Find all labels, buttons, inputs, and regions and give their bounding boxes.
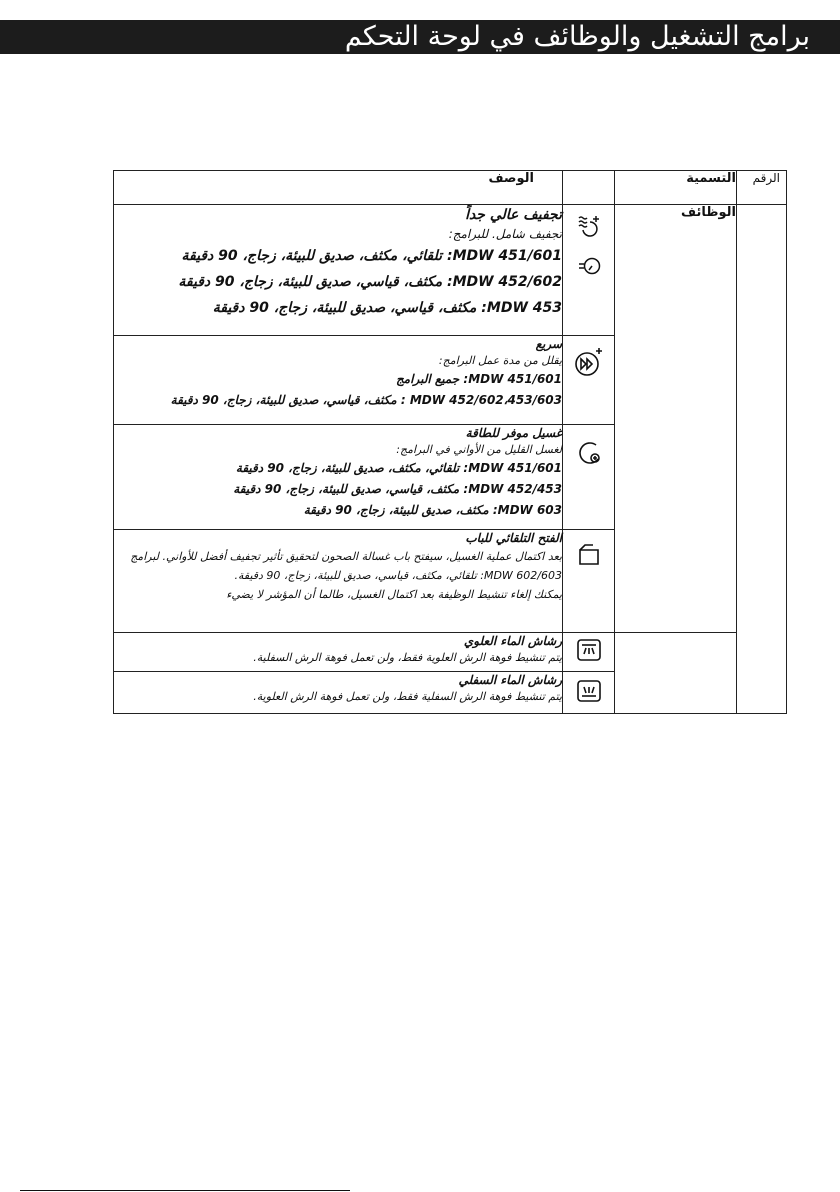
icon-cell [563, 205, 615, 336]
table-row [114, 633, 787, 672]
timer-icon [576, 253, 602, 279]
program-line: MDW 451/601: تلقائي، مكثف، صديق للبيئة، زجاج، 90 دقيقة [181, 248, 562, 264]
function-subtitle: تجفيف شامل. للبرامج: [448, 227, 562, 241]
group-name: الوظائف [615, 205, 737, 633]
functions-table [113, 170, 787, 714]
function-title: سريع [535, 337, 562, 351]
header-description: الوصف [114, 171, 563, 205]
auto-door-open-icon [576, 542, 602, 568]
function-title: الفتح التلقائي للباب [465, 531, 562, 545]
group-name-empty [615, 633, 737, 714]
function-description: يتم تنشيط فوهة الرش السفلية فقط، ولن تعمل فوهة الرش العلوية. [253, 690, 562, 703]
program-line: MDW 452/453: مكثف، قياسي، صديق للبيئة، زجاج، 90 دقيقة [233, 482, 562, 496]
function-title: تجفيف عالي جداً [465, 207, 562, 223]
function-subtitle: يقلل من مدة عمل البرامج: [438, 354, 562, 367]
program-line: MDW 452/602،453/603 : مكثف، قياسي، صديق للبيئة، زجاج، 90 دقيقة [170, 393, 562, 407]
upper-spray-icon [577, 639, 601, 661]
program-line: MDW 452/602: مكثف، قياسي، صديق للبيئة، زجاج، 90 دقيقة [178, 274, 562, 290]
icon-cell [563, 530, 615, 633]
header-icon-column [563, 171, 615, 205]
function-title: رشاش الماء السفلي [458, 673, 562, 687]
program-line: MDW 451/601: تلقائي، مكثف، صديق للبيئة، زجاج، 90 دقيقة [235, 461, 562, 475]
function-title: غسيل موفر للطاقة [465, 426, 562, 440]
number-cell [737, 205, 787, 714]
table-header-row [114, 171, 787, 205]
header-name: التسمية [615, 171, 737, 205]
header-number: الرقم [737, 171, 787, 205]
icon-cell [563, 633, 615, 672]
function-title: رشاش الماء العلوي [463, 634, 562, 648]
lower-spray-icon [577, 680, 601, 702]
description-cell [114, 425, 563, 530]
page-title: برامج التشغيل والوظائف في لوحة التحكم [0, 20, 840, 54]
fast-forward-icon [573, 346, 605, 378]
description-cell [114, 672, 563, 714]
icon-cell [563, 425, 615, 530]
icon-cell [563, 672, 615, 714]
program-line: MDW 603: مكثف، صديق للبيئة، زجاج، 90 دقيقة [303, 503, 562, 517]
half-load-icon [574, 437, 604, 467]
program-line: MDW 453: مكثف، قياسي، صديق للبيئة، زجاج، 90 دقيقة [212, 300, 562, 316]
icon-cell [563, 336, 615, 425]
description-cell [114, 336, 563, 425]
description-cell [114, 633, 563, 672]
extra-dry-icon [576, 213, 602, 239]
function-description: بعد اكتمال عملية الغسيل، سيفتح باب غسالة الصحون لتحقيق تأثير تجفيف أفضل للأواني. لبرامج MDW 602/603: تلقائي، مكثف، قياسي، صديق للبيئة، زجاج، 90 دقيقة. [130, 550, 562, 582]
description-cell [114, 530, 563, 633]
function-note: يمكنك إلغاء تنشيط الوظيفة بعد اكتمال الغسيل، طالما أن المؤشر لا يضيء [226, 588, 562, 601]
function-description: يتم تنشيط فوهة الرش العلوية فقط، ولن تعمل فوهة الرش السفلية. [253, 651, 562, 664]
footnote-separator [20, 1190, 350, 1191]
function-subtitle: لغسل القليل من الأواني في البرامج: [396, 443, 562, 456]
description-cell [114, 205, 563, 336]
table-row [114, 205, 787, 336]
program-line: MDW 451/601: جميع البرامج [395, 372, 562, 386]
